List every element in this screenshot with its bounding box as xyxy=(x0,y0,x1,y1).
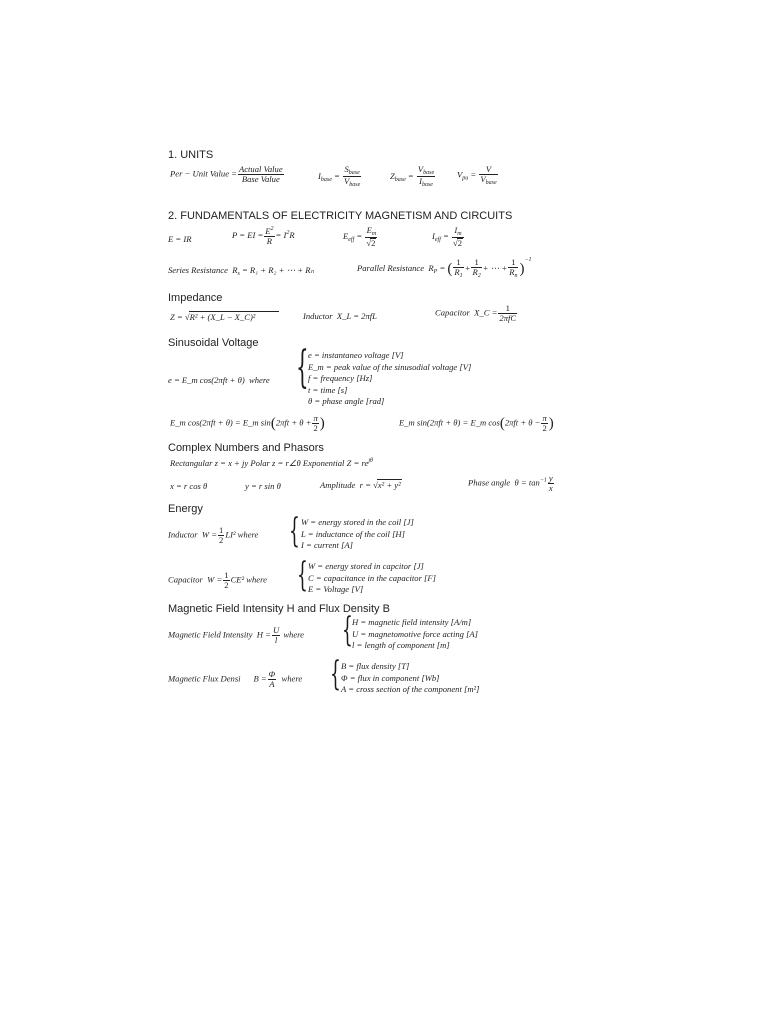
heading-magnetic: Magnetic Field Intensity H and Flux Density B xyxy=(168,603,390,615)
def-w-cap: W = energy stored in capcitor [J] xyxy=(308,561,424,571)
def-w-coil: W = energy stored in the coil [J] xyxy=(301,517,414,527)
capacitor-reactance: Capacitor X_C = $\frac{1}{\text{2πfC}}$ xyxy=(435,303,517,324)
identity-sin-to-cos: E_m sin(2πft + θ) = E_m cos(2πft + θ − $\frac{\pi}{2}$ ) xyxy=(399,413,554,434)
heading-fundamentals: 2. FUNDAMENTALS OF ELECTRICITY MAGNETISM AND CIRCUITS xyxy=(168,210,513,222)
identity-cos-to-sin: E_m cos(2πft + θ) = E_m sin(2πft + θ + $\frac{\pi}{2}$ ) xyxy=(170,413,325,434)
field-definitions xyxy=(352,617,478,652)
brace-capacitor: { xyxy=(297,555,308,595)
field-intensity-formula: Magnetic Field Intensity H = $\frac{U}{l}$ where xyxy=(168,625,304,646)
def-a: A = cross section of the component [m²] xyxy=(341,684,480,695)
def-h: H = magnetic field intensity [A/m] xyxy=(352,617,472,627)
heading-sinusoidal: Sinusoidal Voltage xyxy=(168,337,259,349)
def-u: U = magnetomotive force acting [A] xyxy=(352,628,479,639)
complex-forms: Rectangular z = x + jy Polar z = r∠θ Exponential $Z = re^{j\theta}$ xyxy=(170,458,373,468)
heading-complex: Complex Numbers and Phasors xyxy=(168,442,324,454)
zbase-formula: $Z_{base}$ = $\frac{V_{base}}{I_{base}}$ xyxy=(390,164,435,189)
series-resistance: Series Resistance $R_s = R_1 + R_2$ + ⋯ + Rₙ xyxy=(168,265,314,277)
def-b: B = flux density [T] xyxy=(341,661,410,671)
per-unit-formula: Per − Unit Value = $\frac{\text{Actual Value}}{\text{Base Value}}$ xyxy=(170,164,283,185)
impedance-formula: Z = √R² + (X_L − X_C)² xyxy=(170,311,279,322)
inductor-energy: Inductor W = $\frac{1}{2}$ LI² where xyxy=(168,525,259,546)
brace-flux: { xyxy=(330,654,341,694)
def-f: f = frequency [Hz] xyxy=(308,373,373,384)
ieff-formula: $I_{eff}$ = $\frac{I_m}{√2}$ xyxy=(432,225,462,249)
power-formula: P = EI = $\frac{E^2}{R}$ = $I^2R$ xyxy=(232,226,295,247)
brace-inductor: { xyxy=(289,511,300,551)
flux-density-formula: Magnetic Flux Densi B = $\frac{\Phi}{A}$ where xyxy=(168,669,303,690)
x-component: x = r cos θ xyxy=(170,481,208,491)
phase-angle-formula: Phase angle $\theta = \tan^{-1}$ $\frac{y}{x}$ xyxy=(468,473,553,494)
def-theta: θ = phase angle [rad] xyxy=(308,396,385,407)
def-t: t = time [s] xyxy=(308,384,348,395)
ohm-law: E = IR xyxy=(168,234,192,244)
def-l-length: l = length of component [m] xyxy=(352,640,450,651)
def-l: L = inductance of the coil [H] xyxy=(301,528,405,539)
sinusoidal-definitions xyxy=(308,350,471,408)
def-e-volt: E = Voltage [V] xyxy=(308,584,364,595)
sinusoidal-main-eq: e = E_m cos(2πft + θ) where xyxy=(168,375,270,385)
brace-sinusoidal: { xyxy=(296,342,309,393)
def-e: e = instantaneo voltage [V] xyxy=(308,350,404,360)
eeff-formula: $E_{eff}$ = $\frac{E_m}{√2}$ xyxy=(343,225,377,249)
capacitor-energy: Capacitor W = $\frac{1}{2}$ CE² where xyxy=(168,570,267,591)
def-em: E_m = peak value of the sinusodial voltage [V] xyxy=(308,361,472,372)
flux-definitions xyxy=(341,661,479,696)
ibase-formula: $I_{base}$ = $\frac{S_{base}}{V_{base}}$ xyxy=(318,164,361,189)
inductor-definitions xyxy=(301,517,414,552)
heading-impedance: Impedance xyxy=(168,292,223,304)
heading-units: 1. UNITS xyxy=(168,149,214,161)
capacitor-definitions xyxy=(308,561,436,596)
def-phi: Φ = flux in component [Wb] xyxy=(341,672,440,683)
def-c: C = capacitance in the capacitor [F] xyxy=(308,572,436,583)
def-i: I = current [A] xyxy=(301,540,354,551)
vpu-formula: $V_{pu}$ = $\frac{V}{V_{base}}$ xyxy=(457,164,497,187)
amplitude-formula: Amplitude r = √x² + y² xyxy=(320,480,401,490)
parallel-resistance: Parallel Resistance $R_P$ = ( $\frac{1}{R_1}$ + $\frac{1}{R_2}$ + ⋯ + $\frac{1}{R_n}$ )$^{-1}$ xyxy=(357,257,532,280)
y-component: y = r sin θ xyxy=(245,481,281,491)
inductor-reactance: Inductor X_L = 2πfL xyxy=(303,311,377,321)
heading-energy: Energy xyxy=(168,503,203,515)
brace-field: { xyxy=(342,610,353,650)
